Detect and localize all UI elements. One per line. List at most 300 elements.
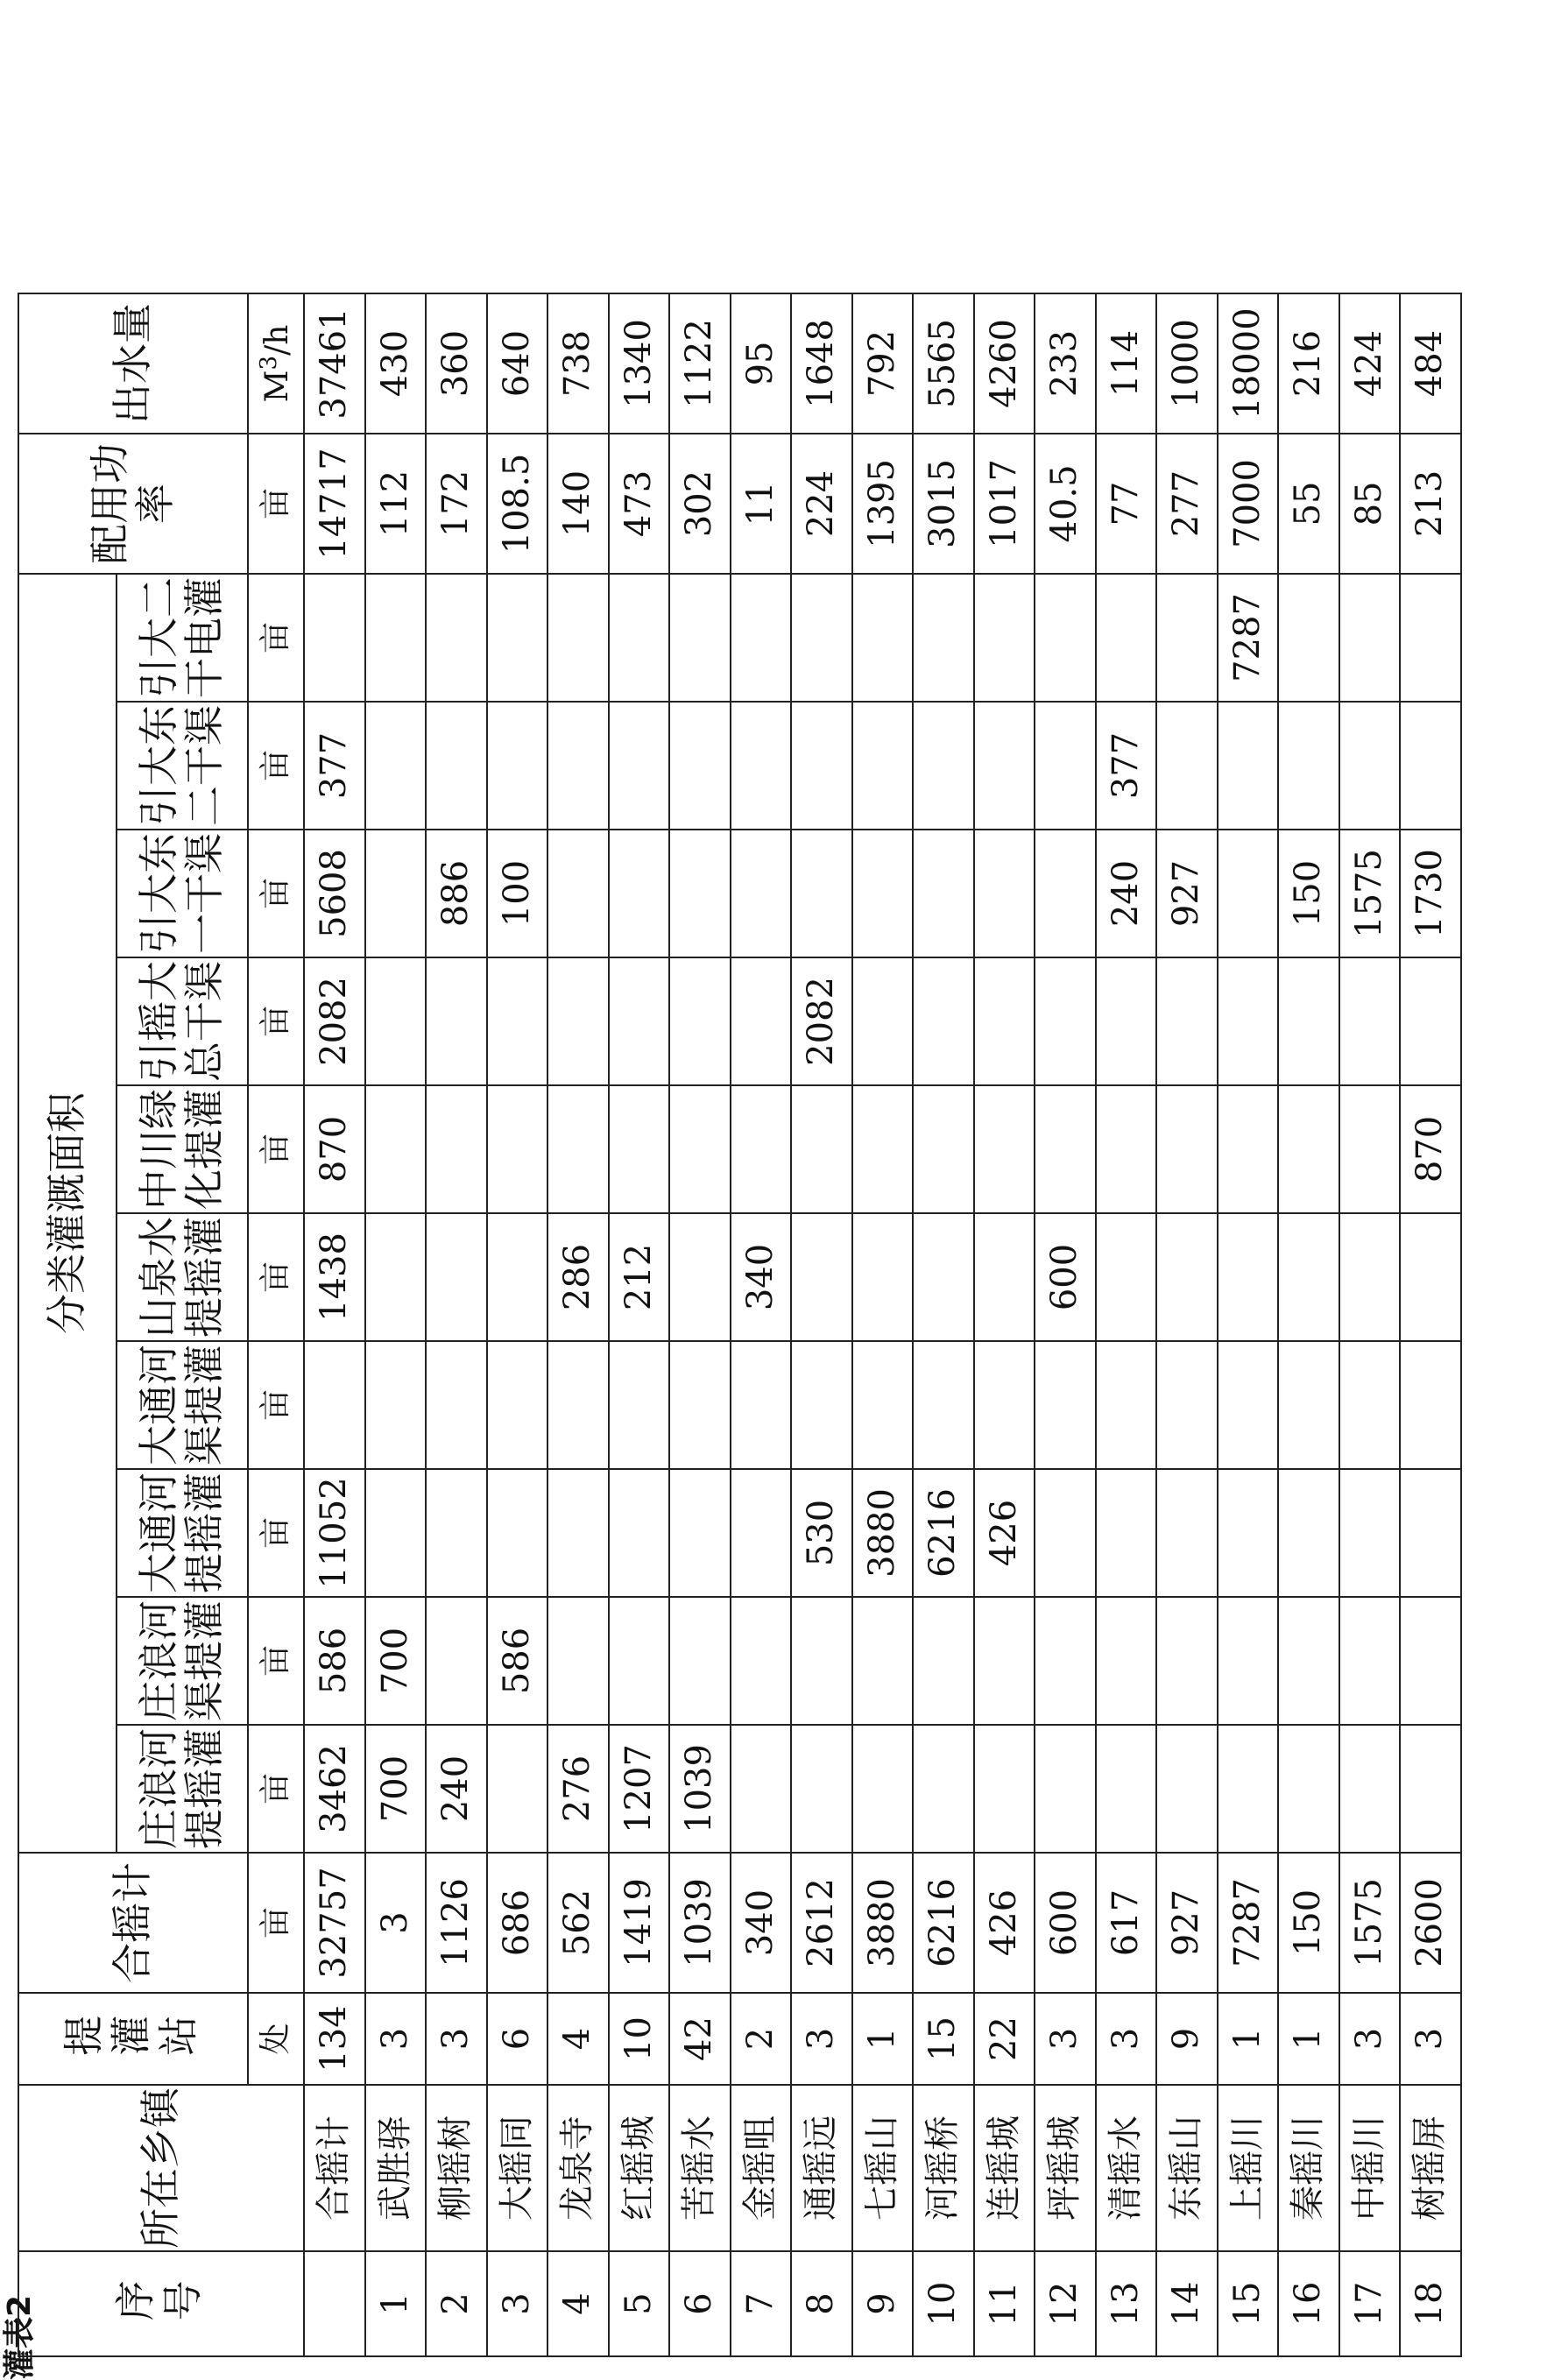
row-category-area [1339, 1341, 1401, 1469]
row-category-area [1096, 957, 1157, 1085]
row-category-area [913, 830, 974, 957]
row-power: 172 [426, 434, 487, 574]
row-category-area: 6216 [913, 1469, 974, 1597]
row-station-count: 3 [426, 1993, 487, 2085]
row-station-count: 9 [1156, 1993, 1218, 2085]
row-category-area [609, 1469, 670, 1597]
row-category-area [731, 1469, 792, 1597]
row-category-area [974, 702, 1035, 830]
row-category-area [913, 1341, 974, 1469]
row-category-area [547, 574, 609, 702]
row-category-area [1278, 1725, 1339, 1853]
table-row [304, 293, 365, 2356]
row-category-area [609, 1597, 670, 1725]
row-category-area [426, 1469, 487, 1597]
row-category-area [547, 1597, 609, 1725]
row-category-area [547, 1469, 609, 1597]
row-station-count: 3 [1400, 1993, 1461, 2085]
row-category-area [1339, 1085, 1401, 1213]
row-seq: 17 [1339, 2251, 1401, 2356]
row-category-area [609, 957, 670, 1085]
row-category-area: 1730 [1400, 830, 1461, 957]
row-flow: 37461 [304, 293, 365, 434]
row-category-area [1035, 1725, 1096, 1853]
row-category-area [913, 574, 974, 702]
row-station-count: 3 [1096, 1993, 1157, 2085]
row-power: 7000 [1218, 434, 1279, 574]
row-category-area [1400, 1341, 1461, 1469]
row-category-area [669, 574, 731, 702]
row-category-area [731, 702, 792, 830]
row-flow: 430 [365, 293, 427, 434]
row-category-area [1278, 1597, 1339, 1725]
row-category-area [487, 702, 548, 830]
row-category-area [1156, 1341, 1218, 1469]
row-category-area [1156, 702, 1218, 830]
row-category-area: 927 [1156, 830, 1218, 957]
row-flow: 360 [426, 293, 487, 434]
row-category-area [609, 574, 670, 702]
row-category-area [731, 1341, 792, 1469]
row-town: 七摇山 [852, 2085, 914, 2251]
header-category: 大通河提摇灌 [117, 1469, 248, 1597]
row-category-area [852, 1725, 914, 1853]
row-category-area [852, 1597, 914, 1725]
row-total-area: 7287 [1218, 1853, 1279, 1993]
row-seq: 15 [1218, 2251, 1279, 2356]
row-flow: 4260 [974, 293, 1035, 434]
row-seq: 4 [547, 2251, 609, 2356]
row-town: 秦摇川 [1278, 2085, 1339, 2251]
unit-power: 亩 [248, 434, 304, 574]
row-category-area [852, 702, 914, 830]
row-category-area [487, 1213, 548, 1341]
row-category-area [669, 1597, 731, 1725]
row-category-area [1400, 1213, 1461, 1341]
row-category-area: 11052 [304, 1469, 365, 1597]
row-station-count: 22 [974, 1993, 1035, 2085]
unit-category: 亩 [248, 1341, 304, 1469]
row-category-area [1096, 1213, 1157, 1341]
table-row [791, 293, 852, 2356]
row-town: 苦摇水 [669, 2085, 731, 2251]
row-category-area: 886 [426, 830, 487, 957]
row-total-area: 1039 [669, 1853, 731, 1993]
row-category-area [1156, 1597, 1218, 1725]
row-category-area [1035, 702, 1096, 830]
unit-flow: $M^3/h$ [248, 293, 304, 434]
row-category-area [974, 830, 1035, 957]
table-row [1156, 293, 1218, 2356]
row-category-area [913, 1725, 974, 1853]
row-total-area: 2600 [1400, 1853, 1461, 1993]
row-category-area [487, 1469, 548, 1597]
row-category-area [1035, 1597, 1096, 1725]
row-category-area [1278, 1469, 1339, 1597]
row-seq: 12 [1035, 2251, 1096, 2356]
row-power: 85 [1339, 434, 1401, 574]
row-town: 金摇咀 [731, 2085, 792, 2251]
row-category-area [1096, 1469, 1157, 1597]
row-town: 清摇水 [1096, 2085, 1157, 2251]
row-station-count: 134 [304, 1993, 365, 2085]
row-town: 坪摇城 [1035, 2085, 1096, 2251]
row-category-area [731, 830, 792, 957]
row-seq: 7 [731, 2251, 792, 2356]
row-category-area: 3462 [304, 1725, 365, 1853]
row-flow: 1340 [609, 293, 670, 434]
row-category-area [1278, 702, 1339, 830]
row-category-area [426, 702, 487, 830]
row-town: 中摇川 [1339, 2085, 1401, 2251]
row-category-area [913, 957, 974, 1085]
row-category-area [609, 1341, 670, 1469]
row-category-area [547, 702, 609, 830]
row-category-area [1035, 1469, 1096, 1597]
row-category-area [1096, 1597, 1157, 1725]
row-category-area [913, 1085, 974, 1213]
table-row [365, 293, 427, 2356]
table-row [669, 293, 731, 2356]
row-town: 大摇同 [487, 2085, 548, 2251]
row-category-area: 286 [547, 1213, 609, 1341]
row-category-area [1035, 957, 1096, 1085]
row-category-area [1218, 830, 1279, 957]
row-category-area [974, 1213, 1035, 1341]
row-category-area [731, 1597, 792, 1725]
row-category-area [1096, 1085, 1157, 1213]
row-category-area [791, 830, 852, 957]
row-category-area [609, 702, 670, 830]
row-category-area [1400, 1725, 1461, 1853]
row-category-area [974, 1341, 1035, 1469]
row-flow: 424 [1339, 293, 1401, 434]
row-seq: 10 [913, 2251, 974, 2356]
row-category-area [791, 1341, 852, 1469]
row-power: 11 [731, 434, 792, 574]
unit-category: 亩 [248, 830, 304, 957]
row-category-area [974, 1597, 1035, 1725]
header-category: 庄浪河提摇灌 [117, 1725, 248, 1853]
table-row [1339, 293, 1401, 2356]
row-total-area: 1419 [609, 1853, 670, 1993]
row-category-area [1400, 957, 1461, 1085]
row-category-area [1035, 1341, 1096, 1469]
row-category-area [426, 1597, 487, 1725]
row-seq: 18 [1400, 2251, 1461, 2356]
header-town: 所在乡镇 [18, 2085, 304, 2251]
row-category-area [731, 574, 792, 702]
row-total-area: 426 [974, 1853, 1035, 1993]
row-flow: 1000 [1156, 293, 1218, 434]
row-category-area: 377 [304, 702, 365, 830]
row-power: 14717 [304, 434, 365, 574]
row-station-count: 1 [1218, 1993, 1279, 2085]
row-category-area [487, 1341, 548, 1469]
row-town: 河摇桥 [913, 2085, 974, 2251]
row-category-area [669, 1213, 731, 1341]
row-category-area: 377 [1096, 702, 1157, 830]
row-seq: 3 [487, 2251, 548, 2356]
row-flow: 233 [1035, 293, 1096, 434]
table-row [1278, 293, 1339, 2356]
row-category-area [791, 702, 852, 830]
row-category-area [365, 702, 427, 830]
row-category-area: 2082 [304, 957, 365, 1085]
row-category-area [1339, 574, 1401, 702]
row-power: 112 [365, 434, 427, 574]
unit-category: 亩 [248, 1213, 304, 1341]
row-category-area [731, 1085, 792, 1213]
row-category-area [547, 1341, 609, 1469]
row-category-area [1339, 702, 1401, 830]
row-flow: 738 [547, 293, 609, 434]
row-station-count: 15 [913, 1993, 974, 2085]
row-category-area [1096, 574, 1157, 702]
row-category-area [1218, 1213, 1279, 1341]
row-town: 合摇计 [304, 2085, 365, 2251]
header-seq: 序号 [18, 2251, 304, 2356]
row-seq: 2 [426, 2251, 487, 2356]
row-category-area: 7287 [1218, 574, 1279, 702]
row-seq: 11 [974, 2251, 1035, 2356]
row-seq: 5 [609, 2251, 670, 2356]
row-category-area: 586 [304, 1597, 365, 1725]
row-power: 473 [609, 434, 670, 574]
row-category-area [365, 574, 427, 702]
row-category-area: 3880 [852, 1469, 914, 1597]
row-category-area [1035, 830, 1096, 957]
table-row [1400, 293, 1461, 2356]
row-total-area: 927 [1156, 1853, 1218, 1993]
row-category-area: 700 [365, 1725, 427, 1853]
row-flow: 5565 [913, 293, 974, 434]
row-category-area [852, 574, 914, 702]
row-category-area [426, 1341, 487, 1469]
row-category-area [487, 1725, 548, 1853]
row-town: 上摇川 [1218, 2085, 1279, 2251]
row-category-area: 530 [791, 1469, 852, 1597]
table-row [913, 293, 974, 2356]
row-total-area: 617 [1096, 1853, 1157, 1993]
unit-station: 处 [248, 1993, 304, 2085]
unit-total: 亩 [248, 1853, 304, 1993]
row-flow: 484 [1400, 293, 1461, 434]
table-row [487, 293, 548, 2356]
row-category-area [1339, 957, 1401, 1085]
row-category-area [1156, 957, 1218, 1085]
row-category-area [1278, 957, 1339, 1085]
row-category-area [365, 830, 427, 957]
row-power: 108.5 [487, 434, 548, 574]
row-category-area [974, 957, 1035, 1085]
row-station-count: 3 [791, 1993, 852, 2085]
row-power: 40.5 [1035, 434, 1096, 574]
row-category-area [1096, 1725, 1157, 1853]
row-category-area: 586 [487, 1597, 548, 1725]
row-category-area [731, 957, 792, 1085]
row-category-area [669, 957, 731, 1085]
row-station-count: 42 [669, 1993, 731, 2085]
table-row [426, 293, 487, 2356]
row-total-area: 686 [487, 1853, 548, 1993]
row-seq: 14 [1156, 2251, 1218, 2356]
header-category: 庄浪河渠提灌 [117, 1597, 248, 1725]
header-category: 引摇大总干渠 [117, 957, 248, 1085]
header-flow: 出水量 [18, 293, 248, 434]
header-power: 配用功率 [18, 434, 248, 574]
row-category-area [974, 1085, 1035, 1213]
row-category-area [426, 957, 487, 1085]
header-station: 提灌站 [18, 1993, 248, 2085]
row-power: 213 [1400, 434, 1461, 574]
row-category-area [1278, 1213, 1339, 1341]
row-category-area [852, 1213, 914, 1341]
header-category: 大通河渠提灌 [117, 1341, 248, 1469]
row-category-area [1339, 1725, 1401, 1853]
row-station-count: 3 [1339, 1993, 1401, 2085]
row-power: 55 [1278, 434, 1339, 574]
table-caption: 灌表2 [2, 2294, 38, 2380]
header-category: 引大东一干渠 [117, 830, 248, 957]
row-power: 277 [1156, 434, 1218, 574]
row-category-area: 212 [609, 1213, 670, 1341]
row-flow: 792 [852, 293, 914, 434]
row-category-area: 870 [304, 1085, 365, 1213]
row-category-area [913, 702, 974, 830]
row-total-area: 3 [365, 1853, 427, 1993]
row-town: 东摇山 [1156, 2085, 1218, 2251]
row-category-area [669, 1469, 731, 1597]
row-category-area [1400, 1597, 1461, 1725]
row-category-area [669, 702, 731, 830]
row-category-area [487, 1085, 548, 1213]
row-category-area [1400, 702, 1461, 830]
row-category-area [1035, 1085, 1096, 1213]
row-category-area [1400, 1469, 1461, 1597]
header-category: 引大二干电灌 [117, 574, 248, 702]
row-category-area: 600 [1035, 1213, 1096, 1341]
row-category-area: 5608 [304, 830, 365, 957]
row-category-area [852, 830, 914, 957]
row-station-count: 3 [1035, 1993, 1096, 2085]
row-flow: 216 [1278, 293, 1339, 434]
row-category-area [1218, 1469, 1279, 1597]
header-total: 合摇计 [18, 1853, 248, 1993]
row-station-count: 3 [365, 1993, 427, 2085]
row-category-area [974, 574, 1035, 702]
row-town: 红摇城 [609, 2085, 670, 2251]
table-row [731, 293, 792, 2356]
row-category-area [1096, 1341, 1157, 1469]
row-power: 224 [791, 434, 852, 574]
row-flow: 1648 [791, 293, 852, 434]
row-flow: 95 [731, 293, 792, 434]
row-category-area [852, 1341, 914, 1469]
row-town: 柳摇树 [426, 2085, 487, 2251]
header-category: 中川绿化提灌 [117, 1085, 248, 1213]
row-category-area [852, 1085, 914, 1213]
row-category-area: 276 [547, 1725, 609, 1853]
row-total-area: 2612 [791, 1853, 852, 1993]
row-category-area [1339, 1213, 1401, 1341]
row-seq: 1 [365, 2251, 427, 2356]
row-total-area: 562 [547, 1853, 609, 1993]
header-category-group: 分类灌溉面积 [18, 574, 117, 1853]
row-category-area [304, 1341, 365, 1469]
row-category-area [669, 1085, 731, 1213]
row-category-area: 1039 [669, 1725, 731, 1853]
row-category-area [365, 1085, 427, 1213]
row-total-area: 32757 [304, 1853, 365, 1993]
row-category-area: 870 [1400, 1085, 1461, 1213]
row-total-area: 340 [731, 1853, 792, 1993]
row-category-area: 1207 [609, 1725, 670, 1853]
row-category-area: 240 [1096, 830, 1157, 957]
row-station-count: 1 [1278, 1993, 1339, 2085]
row-category-area [669, 830, 731, 957]
row-category-area [1156, 1085, 1218, 1213]
row-category-area [791, 1085, 852, 1213]
row-category-area [791, 1725, 852, 1853]
row-flow: 114 [1096, 293, 1157, 434]
row-category-area: 2082 [791, 957, 852, 1085]
row-power: 1395 [852, 434, 914, 574]
row-category-area: 240 [426, 1725, 487, 1853]
unit-category: 亩 [248, 1469, 304, 1597]
row-category-area [426, 1213, 487, 1341]
row-category-area [791, 1213, 852, 1341]
row-power: 140 [547, 434, 609, 574]
row-seq: 8 [791, 2251, 852, 2356]
row-category-area [731, 1725, 792, 1853]
row-category-area [547, 830, 609, 957]
row-total-area: 1575 [1339, 1853, 1401, 1993]
row-seq: 6 [669, 2251, 731, 2356]
row-category-area [365, 957, 427, 1085]
row-category-area [1339, 1597, 1401, 1725]
row-category-area [1035, 574, 1096, 702]
row-category-area: 100 [487, 830, 548, 957]
row-category-area [1218, 1341, 1279, 1469]
row-category-area [1218, 1597, 1279, 1725]
row-power: 3015 [913, 434, 974, 574]
table-row [974, 293, 1035, 2356]
row-category-area [1156, 574, 1218, 702]
row-category-area [913, 1597, 974, 1725]
row-category-area [547, 957, 609, 1085]
row-category-area [1278, 1085, 1339, 1213]
unit-category: 亩 [248, 957, 304, 1085]
row-category-area [1218, 702, 1279, 830]
row-category-area: 1438 [304, 1213, 365, 1341]
row-seq: 16 [1278, 2251, 1339, 2356]
row-category-area [426, 574, 487, 702]
unit-category: 亩 [248, 1725, 304, 1853]
row-station-count: 2 [731, 1993, 792, 2085]
row-category-area [852, 957, 914, 1085]
row-category-area [609, 1085, 670, 1213]
table-row [1096, 293, 1157, 2356]
row-total-area: 3880 [852, 1853, 914, 1993]
row-seq: 9 [852, 2251, 914, 2356]
row-town: 树摇屏 [1400, 2085, 1461, 2251]
row-category-area [913, 1213, 974, 1341]
row-category-area [487, 957, 548, 1085]
row-power: 77 [1096, 434, 1157, 574]
row-station-count: 4 [547, 1993, 609, 2085]
row-category-area [669, 1341, 731, 1469]
